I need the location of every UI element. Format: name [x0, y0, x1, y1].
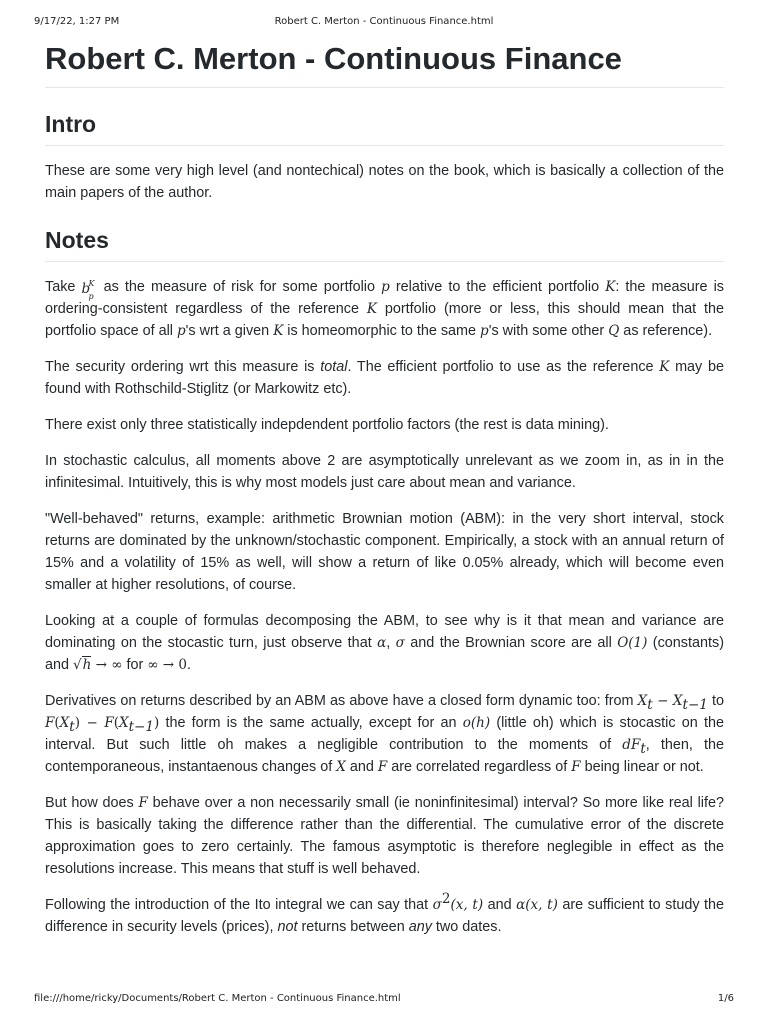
paragraph-well-behaved-returns: "Well-behaved" returns, example: arithmetic Brownian motion (ABM): in the very short interval, stock returns are dominated by the unknown/stochastic component. Empirically, a stock with an annual return of 15% and a volatility of 15% as well, will show a return of like 0.05% already, which will become even smaller at higher resolutions, of course. [45, 511, 724, 593]
paragraph-risk-measure: Take b K p as the measure of risk for some portfolio p relative to the efficient portfolio K: the measure is ordering-consistent regardless of the reference K portfolio (more or less, this should mean that the portfolio space of all p's wrt a given K is homeomorphic to the same p's with some other Q as reference). [45, 279, 724, 339]
intro-paragraph: These are some very high level (and nontechical) notes on the book, which is basically a collection of the main papers of the author. [45, 163, 724, 201]
paragraph-stochastic-moments: In stochastic calculus, all moments above 2 are asymptotically unrelevant as we zoom in, as in in the infinitesimal. Intuitively, this is why most models just care about mean and variance. [45, 453, 724, 491]
print-header [34, 15, 734, 29]
print-filename: Robert C. Merton - Continuous Finance.html [274, 16, 494, 27]
print-page-number: 1/6 [717, 993, 734, 1004]
intro-heading: Intro [45, 110, 724, 146]
print-datetime: 9/17/22, 1:27 PM [34, 16, 120, 27]
page-title: Robert C. Merton - Continuous Finance [45, 38, 724, 88]
print-file-path: file:///home/ricky/Documents/Robert C. Merton - Continuous Finance.html [34, 993, 401, 1004]
print-footer [34, 992, 734, 1006]
paragraph-ito-integral: Following the introduction of the Ito integral we can say that $\sigma^2(x$, t) and α(x, t) are sufficient to study the difference in security levels (prices), not returns between any two dates. [45, 891, 725, 935]
paragraph-security-ordering: The security ordering wrt this measure is total. The efficient portfolio to use as the reference K may be found with Rothschild-Stiglitz (or Markowitz etc). [45, 359, 724, 397]
document-content [45, 38, 724, 938]
paragraph-abm-formulas: Looking at a couple of formulas decomposing the ABM, to see why is it that mean and variance are dominating on the stocastic turn, just observe that α, σ and the Brownian score are all O(1) (constants) and √h → ∞ for ∞ → 0. [45, 613, 724, 673]
math-b-p-k: b K p [81, 279, 95, 301]
notes-heading: Notes [45, 226, 724, 262]
paragraph-noninfinitesimal: But how does F behave over a non necessarily small (ie noninfinitesimal) interval? So more like real life? This is basically taking the difference rather than the differential. The cumulative error of the discrete approximation goes to zero certainly. The famous asymptotic is therefore neglegible in effect as the resolutions increase. This means that stuff is well behaved. [45, 795, 724, 877]
paragraph-derivatives: Derivatives on returns described by an ABM as above have a closed form dynamic too: from $X_t - X_{t-1}$ to $F(X_t) - F(X_{t-1})$ the form is the same actually, except for an o(h) (little oh) which is stocastic on the interval. But such little oh makes a negligible contribution to the moments of $dF_t$, then, the contemporaneous, instantaenous changes of X and F are correlated regardless of F being linear or not. [45, 693, 724, 775]
paragraph-portfolio-factors: There exist only three statistically indepdendent portfolio factors (the rest is data mining). [45, 417, 609, 433]
